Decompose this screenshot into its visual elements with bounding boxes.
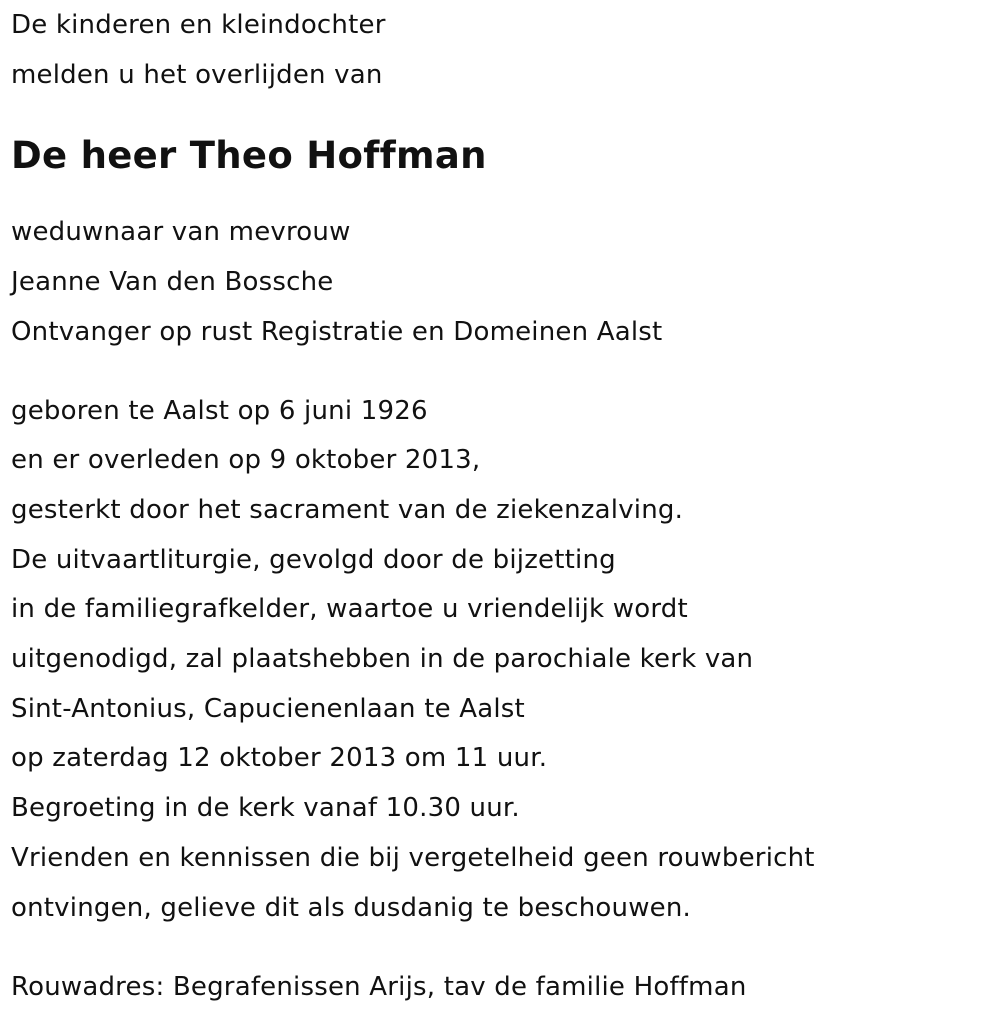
details-line-2: en er overleden op 9 oktober 2013, [11, 445, 481, 476]
details-line-5: in de familiegrafkelder, waartoe u vriendelijk wordt [11, 594, 688, 625]
details-line-6: uitgenodigd, zal plaatshebben in de parochiale kerk van [11, 644, 754, 675]
spacer [11, 933, 1000, 963]
relation-line-2: Jeanne Van den Bossche [11, 267, 334, 298]
intro-line-1: De kinderen en kleindochter [11, 10, 386, 40]
relation-line-1: weduwnaar van mevrouw [11, 217, 351, 248]
details-line-3: gesterkt door het sacrament van de ziekenzalving. [11, 494, 684, 525]
details-line-10: Vrienden en kennissen die bij vergetelheid geen rouwbericht [11, 842, 815, 873]
deceased-name: De heer Theo Hoffman [11, 134, 487, 178]
details-line-8: op zaterdag 12 oktober 2013 om 11 uur. [11, 743, 548, 774]
details-block [11, 387, 1000, 934]
intro-block [11, 0, 1000, 100]
relation-block [11, 208, 1000, 357]
details-line-9: Begroeting in de kerk vanaf 10.30 uur. [11, 793, 520, 824]
details-line-11: ontvingen, gelieve dit als dusdanig te beschouwen. [11, 892, 692, 923]
details-line-1: geboren te Aalst op 6 juni 1926 [11, 395, 428, 426]
mourning-address: Rouwadres: Begrafenissen Arijs, tav de familie Hoffman [11, 972, 747, 1003]
details-line-7: Sint-Antonius, Capucienenlaan te Aalst [11, 693, 525, 724]
details-line-4: De uitvaartliturgie, gevolgd door de bijzetting [11, 544, 616, 575]
spacer [11, 358, 1000, 387]
relation-line-3: Ontvanger op rust Registratie en Domeinen Aalst [11, 316, 663, 347]
intro-line-2: melden u het overlijden van [11, 59, 383, 90]
